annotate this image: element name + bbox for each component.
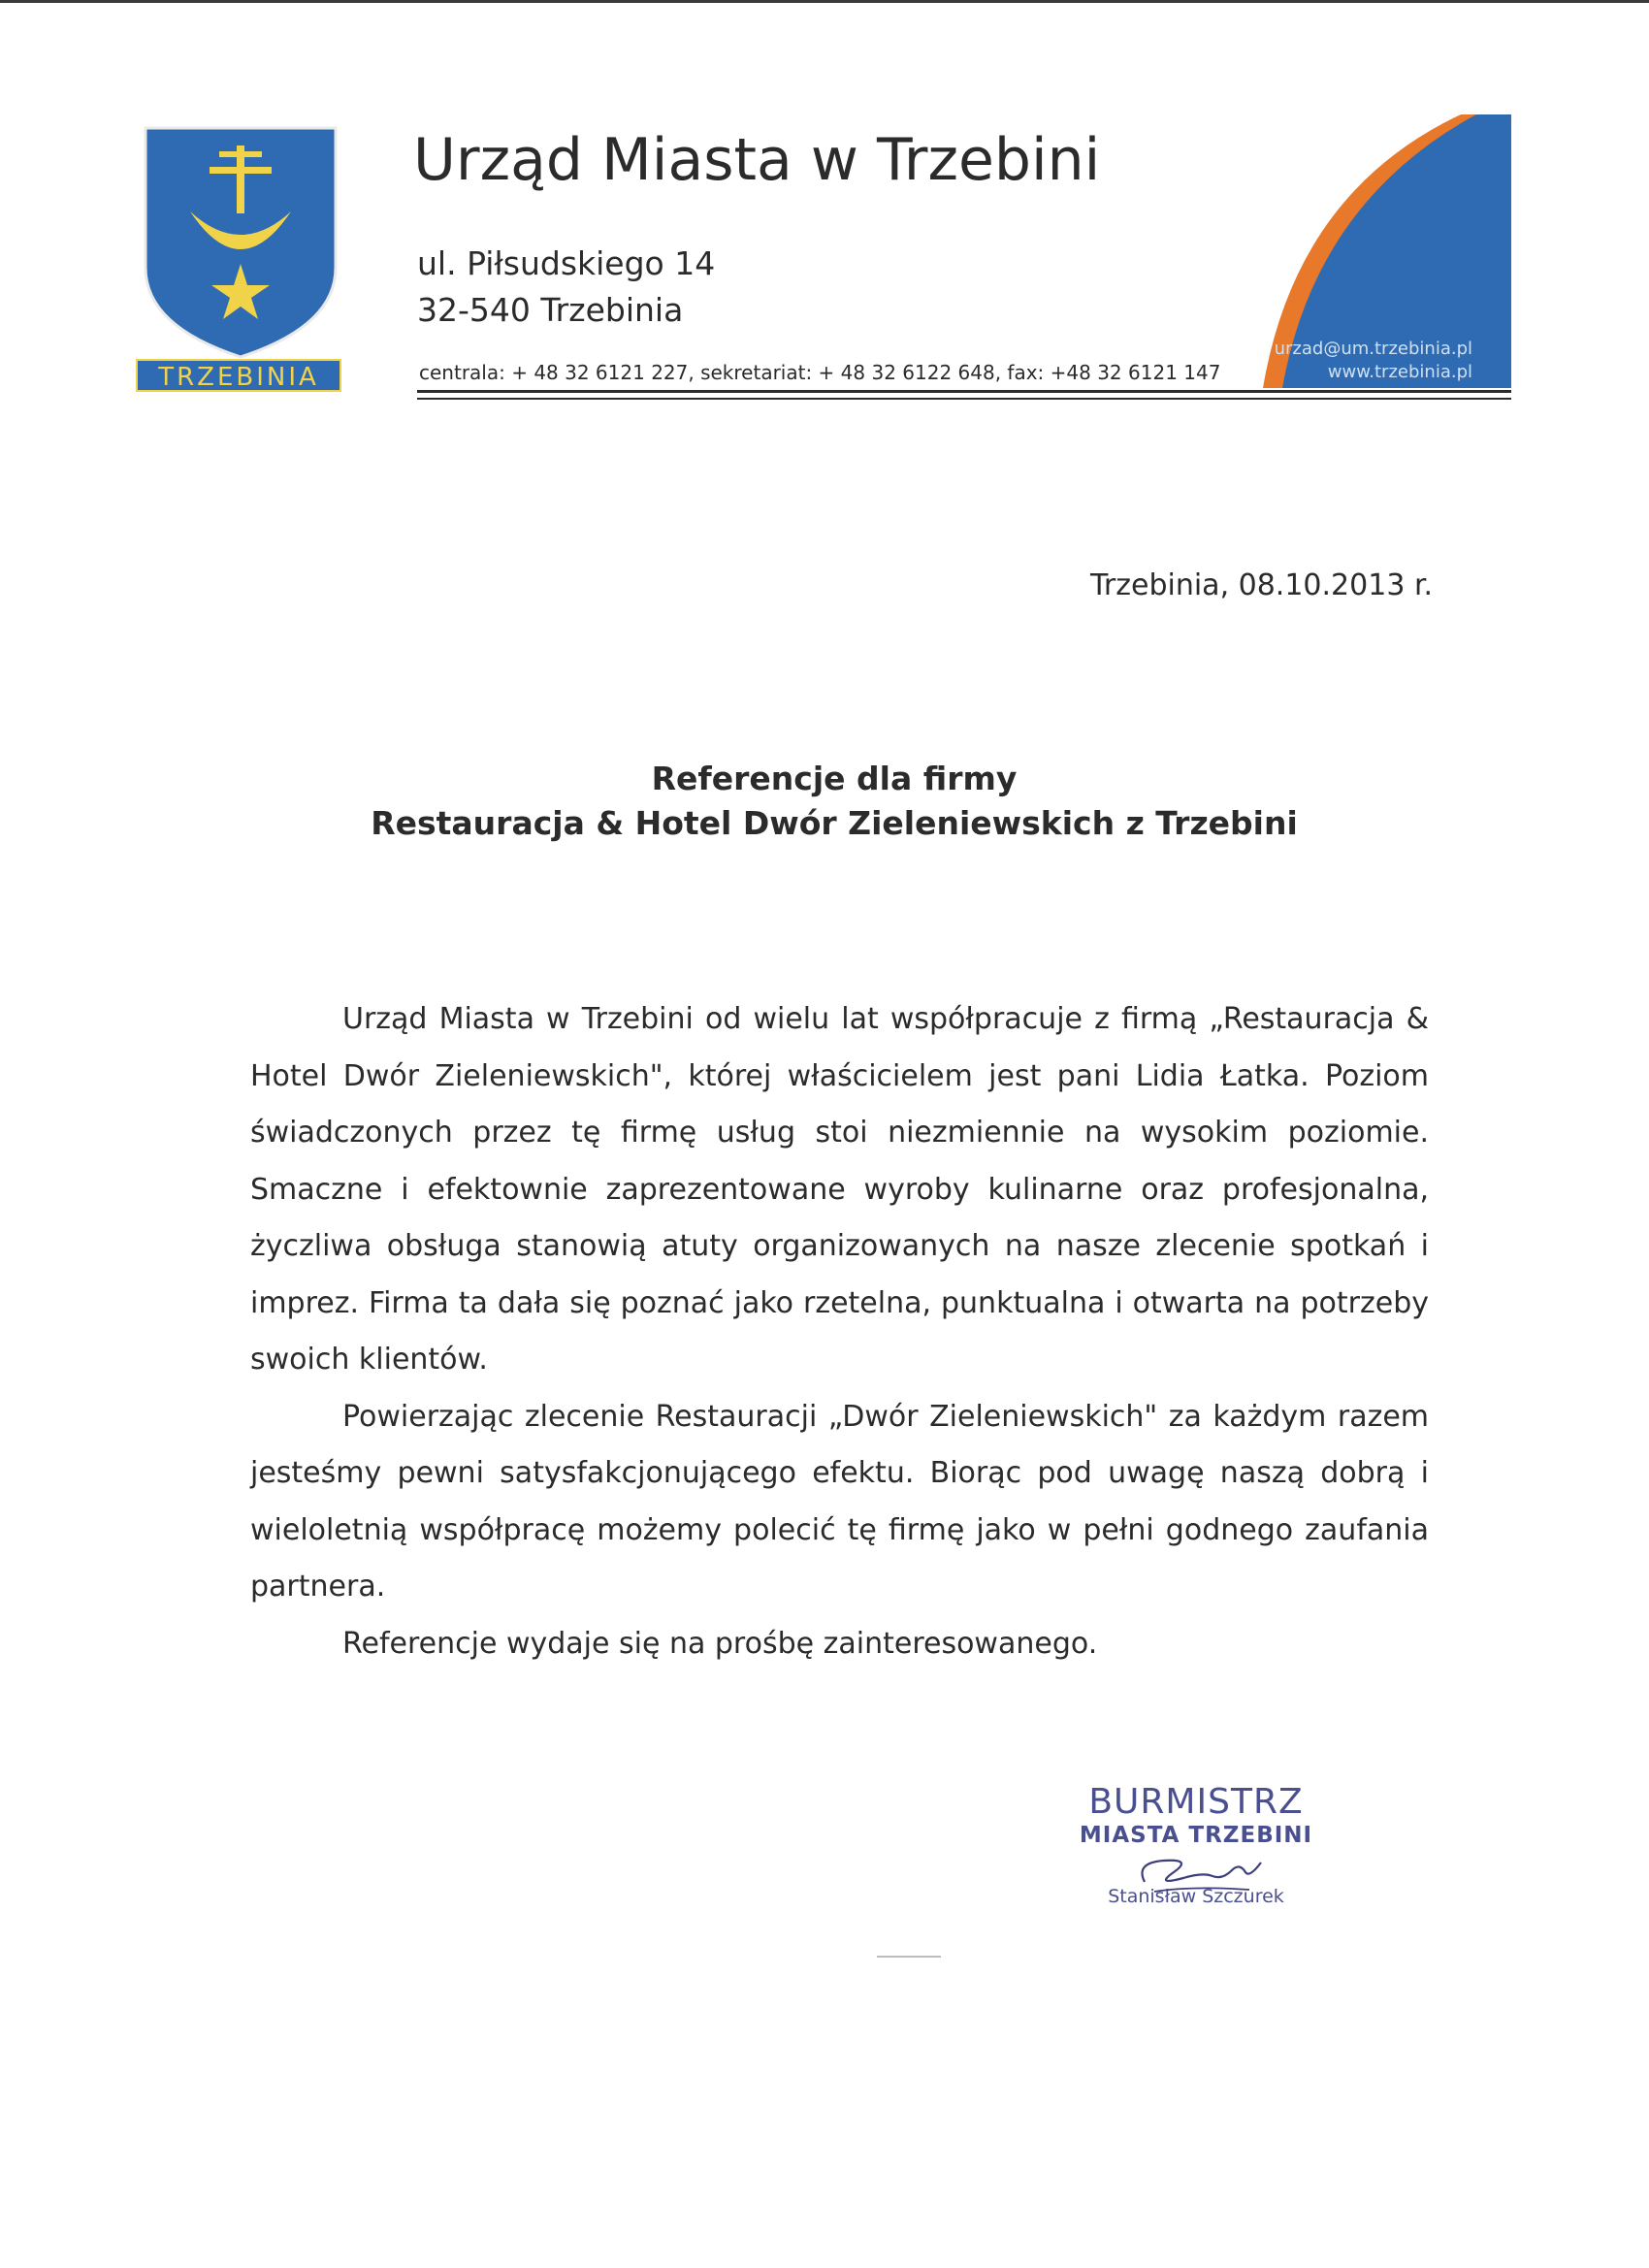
title-line-2: Restauracja & Hotel Dwór Zieleniewskich z Trzebini bbox=[371, 804, 1298, 842]
letter-date: Trzebinia, 08.10.2013 r. bbox=[1090, 568, 1434, 602]
letter-body bbox=[250, 991, 1429, 1672]
page-top-edge bbox=[0, 0, 1649, 3]
paragraph-2: Powierzając zlecenie Restauracji „Dwór Zieleniewskich" za każdym razem jesteśmy pewni satysfakcjonującego efektu. Biorąc pod uwagę naszą dobrą i wieloletnią współpracę możemy polecić tę firmę jako w pełni godnego zaufania partnera. bbox=[250, 1399, 1429, 1604]
stamp-subtitle: MIASTA TRZEBINI bbox=[1079, 1823, 1313, 1848]
stamp-name: Stanisław Szczurek bbox=[1108, 1886, 1284, 1907]
address-city: 32-540 Trzebinia bbox=[417, 291, 684, 329]
header-rule bbox=[417, 390, 1511, 393]
paragraph-1: Urząd Miasta w Trzebini od wielu lat współpracuje z firmą „Restauracja & Hotel Dwór Zieleniewskich", której właścicielem jest pani Lidia Łatka. Poziom świadczonych przez tę firmę usług stoi niezmiennie na wysokim poziomie. Smaczne i efektownie zaprezentowane wyroby kulinarne oraz profesjonalna, życzliwa obsługa stanowią atuty organizowanych na nasze zlecenie spotkań i imprez. Firma ta dała się poznać jako rzetelna, punktualna i otwarta na potrzeby swoich klientów. bbox=[250, 1002, 1429, 1377]
address-street: ul. Piłsudskiego 14 bbox=[417, 244, 716, 282]
email-link[interactable]: urzad@um.trzebinia.pl bbox=[1274, 339, 1472, 359]
website-link[interactable]: www.trzebinia.pl bbox=[1327, 362, 1472, 382]
stamp-title: BURMISTRZ bbox=[1088, 1782, 1304, 1822]
header-rule-thin bbox=[417, 398, 1511, 400]
crest-label: TRZEBINIA bbox=[136, 359, 341, 392]
office-address bbox=[417, 241, 715, 334]
title-line-1: Referencje dla firmy bbox=[651, 760, 1018, 797]
coat-of-arms-icon bbox=[134, 122, 347, 394]
signature-icon bbox=[1125, 1843, 1271, 1901]
letter-title bbox=[252, 757, 1416, 846]
office-name: Urząd Miasta w Trzebini bbox=[413, 126, 1101, 194]
paragraph-3: Referencje wydaje się na prośbę zainteresowanego. bbox=[342, 1626, 1098, 1661]
contact-block bbox=[1261, 338, 1472, 384]
scan-mark bbox=[877, 1956, 941, 1958]
phone-numbers: centrala: + 48 32 6121 227, sekretariat: + 48 32 6122 648, fax: +48 32 6121 147 bbox=[419, 361, 1221, 384]
